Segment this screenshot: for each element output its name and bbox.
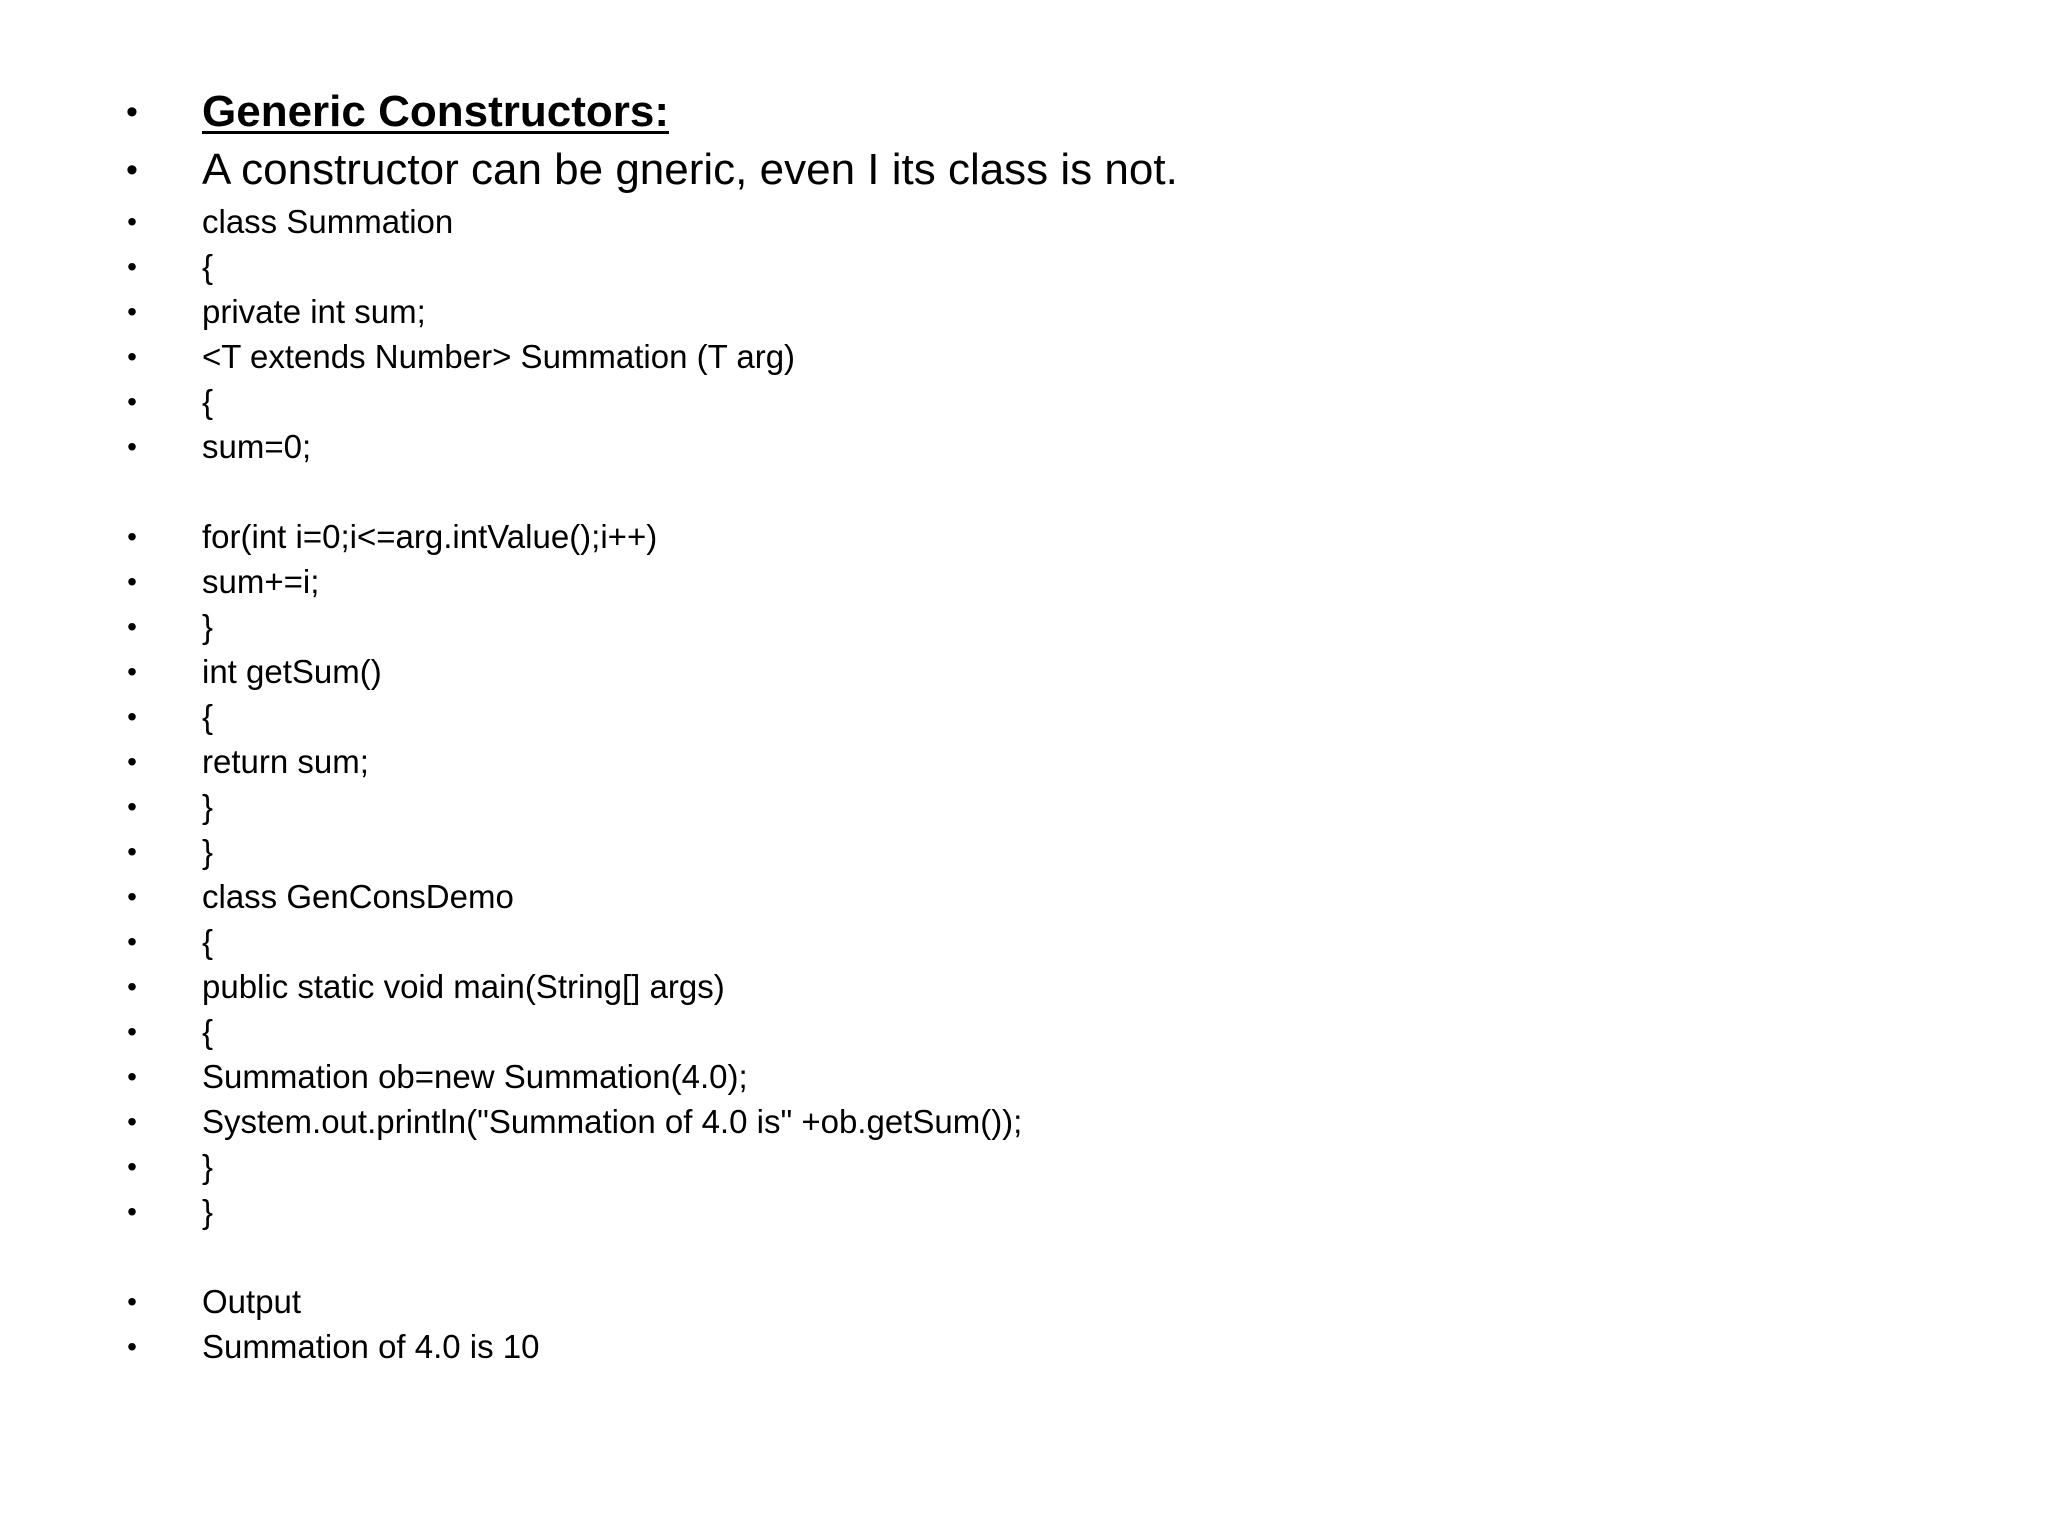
code-text: for(int i=0;i<=arg.intValue();i++) bbox=[202, 518, 658, 555]
code-line bbox=[0, 695, 2048, 739]
code-text: { bbox=[202, 248, 214, 285]
bullet-icon: • bbox=[127, 386, 137, 417]
code-text: System.out.println("Summation of 4.0 is" +ob.getSum()); bbox=[202, 1103, 1023, 1140]
code-line bbox=[0, 740, 2048, 784]
output-value: Summation of 4.0 is 10 bbox=[202, 1328, 540, 1365]
bullet-icon: • bbox=[127, 611, 137, 642]
bullet-icon: • bbox=[127, 1151, 137, 1182]
bullet-icon: • bbox=[126, 151, 138, 189]
bullet-line-intro bbox=[0, 140, 2048, 200]
bullet-icon: • bbox=[127, 1061, 137, 1092]
code-text: { bbox=[202, 923, 214, 960]
bullet-icon: • bbox=[127, 881, 137, 912]
bullet-icon: • bbox=[127, 1106, 137, 1137]
code-text: sum+=i; bbox=[202, 563, 320, 600]
code-line bbox=[0, 1190, 2048, 1234]
code-line bbox=[0, 380, 2048, 424]
code-line bbox=[0, 965, 2048, 1009]
bullet-icon: • bbox=[127, 431, 137, 462]
bullet-icon: • bbox=[127, 206, 137, 237]
code-line bbox=[0, 785, 2048, 829]
code-line bbox=[0, 425, 2048, 469]
bullet-icon: • bbox=[127, 521, 137, 552]
code-line bbox=[0, 290, 2048, 334]
code-text: class Summation bbox=[202, 203, 454, 240]
code-line bbox=[0, 335, 2048, 379]
code-text: } bbox=[202, 608, 214, 645]
code-text: Summation ob=new Summation(4.0); bbox=[202, 1058, 748, 1095]
code-line bbox=[0, 920, 2048, 964]
code-text: sum=0; bbox=[202, 428, 312, 465]
bullet-icon: • bbox=[127, 791, 137, 822]
bullet-icon: • bbox=[127, 701, 137, 732]
code-text: int getSum() bbox=[202, 653, 382, 690]
code-line bbox=[0, 1010, 2048, 1054]
code-line bbox=[0, 875, 2048, 919]
output-value-line bbox=[0, 1325, 2048, 1369]
bullet-icon: • bbox=[127, 296, 137, 327]
bullet-icon: • bbox=[127, 971, 137, 1002]
code-line bbox=[0, 560, 2048, 604]
bullet-icon: • bbox=[127, 1286, 137, 1317]
code-text: <T extends Number> Summation (T arg) bbox=[202, 338, 796, 375]
bullet-line-heading bbox=[0, 82, 2048, 142]
code-line bbox=[0, 1055, 2048, 1099]
code-text: { bbox=[202, 383, 214, 420]
output-label: Output bbox=[202, 1283, 302, 1320]
bullet-icon: • bbox=[127, 1196, 137, 1227]
output-label-line bbox=[0, 1280, 2048, 1324]
slide-heading: Generic Constructors: bbox=[202, 87, 669, 136]
bullet-icon: • bbox=[127, 251, 137, 282]
code-line bbox=[0, 1100, 2048, 1144]
intro-text: A constructor can be gneric, even I its class is not. bbox=[202, 145, 1178, 194]
bullet-icon: • bbox=[127, 566, 137, 597]
bullet-icon: • bbox=[127, 1331, 137, 1362]
bullet-icon: • bbox=[127, 1016, 137, 1047]
code-text: public static void main(String[] args) bbox=[202, 968, 725, 1005]
code-text: } bbox=[202, 788, 214, 825]
code-text: private int sum; bbox=[202, 293, 426, 330]
bullet-icon: • bbox=[127, 656, 137, 687]
code-line bbox=[0, 200, 2048, 244]
bullet-icon: • bbox=[127, 836, 137, 867]
code-text: { bbox=[202, 698, 214, 735]
code-text: class GenConsDemo bbox=[202, 878, 514, 915]
code-line bbox=[0, 515, 2048, 559]
bullet-icon: • bbox=[127, 926, 137, 957]
code-line bbox=[0, 605, 2048, 649]
code-text: } bbox=[202, 833, 214, 870]
bullet-icon: • bbox=[127, 746, 137, 777]
code-text: } bbox=[202, 1193, 214, 1230]
bullet-icon: • bbox=[127, 341, 137, 372]
code-text: return sum; bbox=[202, 743, 369, 780]
code-text: } bbox=[202, 1148, 214, 1185]
code-line bbox=[0, 830, 2048, 874]
bullet-icon: • bbox=[126, 93, 138, 131]
code-text: { bbox=[202, 1013, 214, 1050]
code-line bbox=[0, 245, 2048, 289]
code-line bbox=[0, 650, 2048, 694]
code-line bbox=[0, 1145, 2048, 1189]
